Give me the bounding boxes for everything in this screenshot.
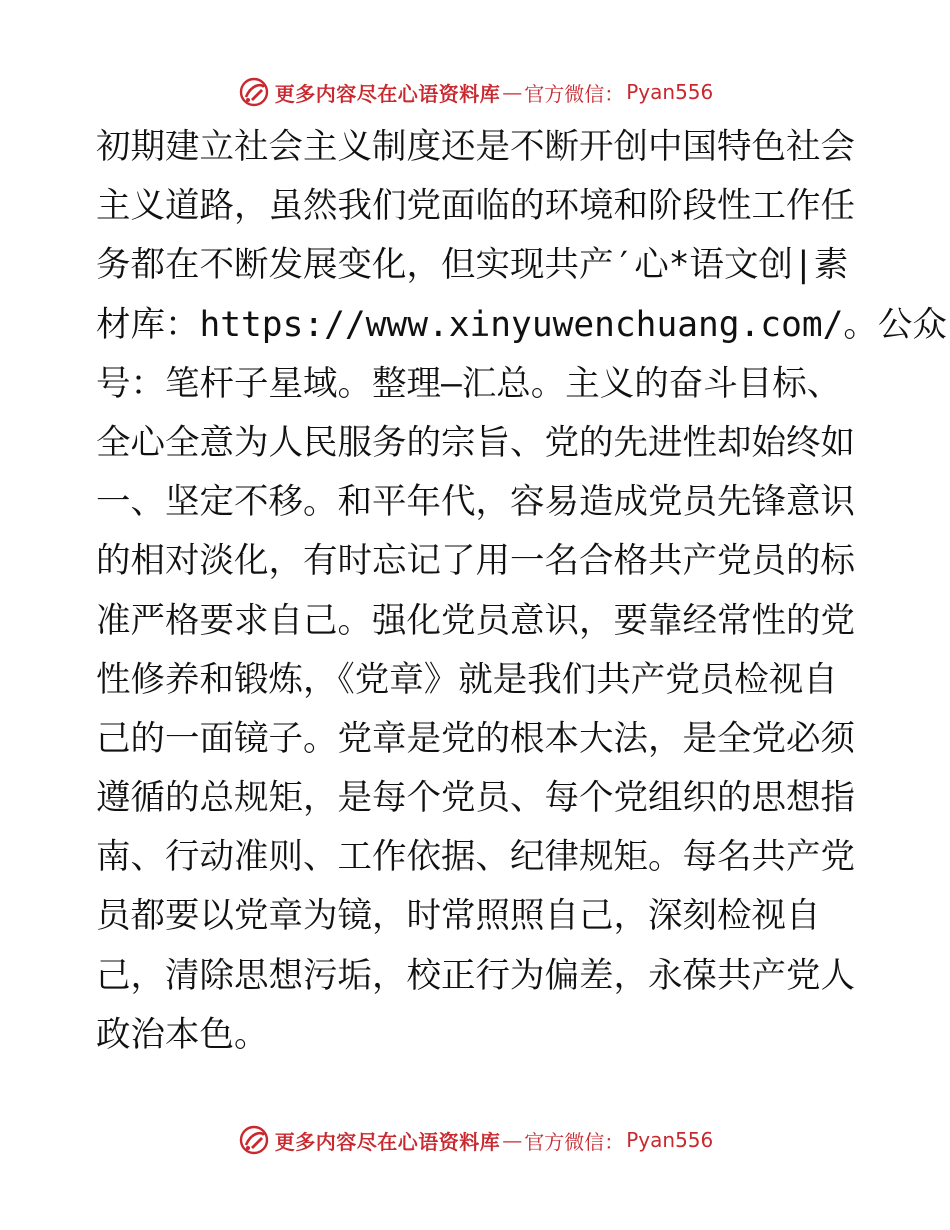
footer-banner (0, 1120, 950, 1160)
body-line: 全心全意为人民服务的宗旨、党的先进性却始终如 (96, 422, 855, 463)
body-line: 性修养和锻炼，《党章》就是我们共产党员检视自 (96, 659, 838, 700)
footer-separator: — (502, 1128, 523, 1152)
footer-wechat-id: Pyan556 (626, 1128, 714, 1152)
body-line: 务都在不断发展变化，但实现共产′心*语文创|素 (96, 245, 849, 286)
body-line: 初期建立社会主义制度还是不断开创中国特色社会 (96, 127, 855, 167)
body-line: 政治本色。 (96, 1014, 269, 1055)
body-line: 员都要以党章为镜，时常照照自己，深刻检视自 (96, 896, 821, 937)
body-line: 准严格要求自己。强化党员意识，要靠经常性的党 (96, 600, 855, 641)
header-banner (0, 72, 950, 112)
body-line: 己的一面镜子。党章是党的根本大法，是全党必须 (96, 718, 855, 759)
body-line: 的相对淡化，有时忘记了用一名合格共产党员的标 (96, 541, 855, 582)
body-line: 一、坚定不移。和平年代，容易造成党员先锋意识 (96, 482, 855, 523)
body-line: 南、行动准则、工作依据、纪律规矩。每名共产党 (96, 837, 855, 878)
footer-wechat-label: 官方微信： (524, 1129, 625, 1154)
body-line: 遵循的总规矩，是每个党员、每个党组织的思想指 (96, 778, 855, 819)
document-body (96, 118, 947, 1065)
body-line: 己，清除思想污垢，校正行为偏差，永葆共产党人 (96, 955, 855, 996)
body-line: 主义道路，虽然我们党面临的环境和阶段性工作任 (96, 186, 855, 227)
footer-brand: 更多内容尽在心语资料库 (274, 1129, 501, 1154)
body-line: 号：笔杆子星域。整理—汇总。主义的奋斗目标、 (96, 363, 842, 404)
pen-swirl-logo-icon (237, 1123, 271, 1157)
header-wechat-id: Pyan556 (626, 80, 714, 104)
header-brand: 更多内容尽在心语资料库 (274, 81, 501, 106)
header-separator: — (502, 80, 523, 104)
body-line: 材库：https://www.xinyuwenchuang.com/。公众 (96, 304, 947, 345)
header-wechat-label: 官方微信： (524, 81, 625, 106)
pen-swirl-logo-icon (237, 75, 271, 109)
